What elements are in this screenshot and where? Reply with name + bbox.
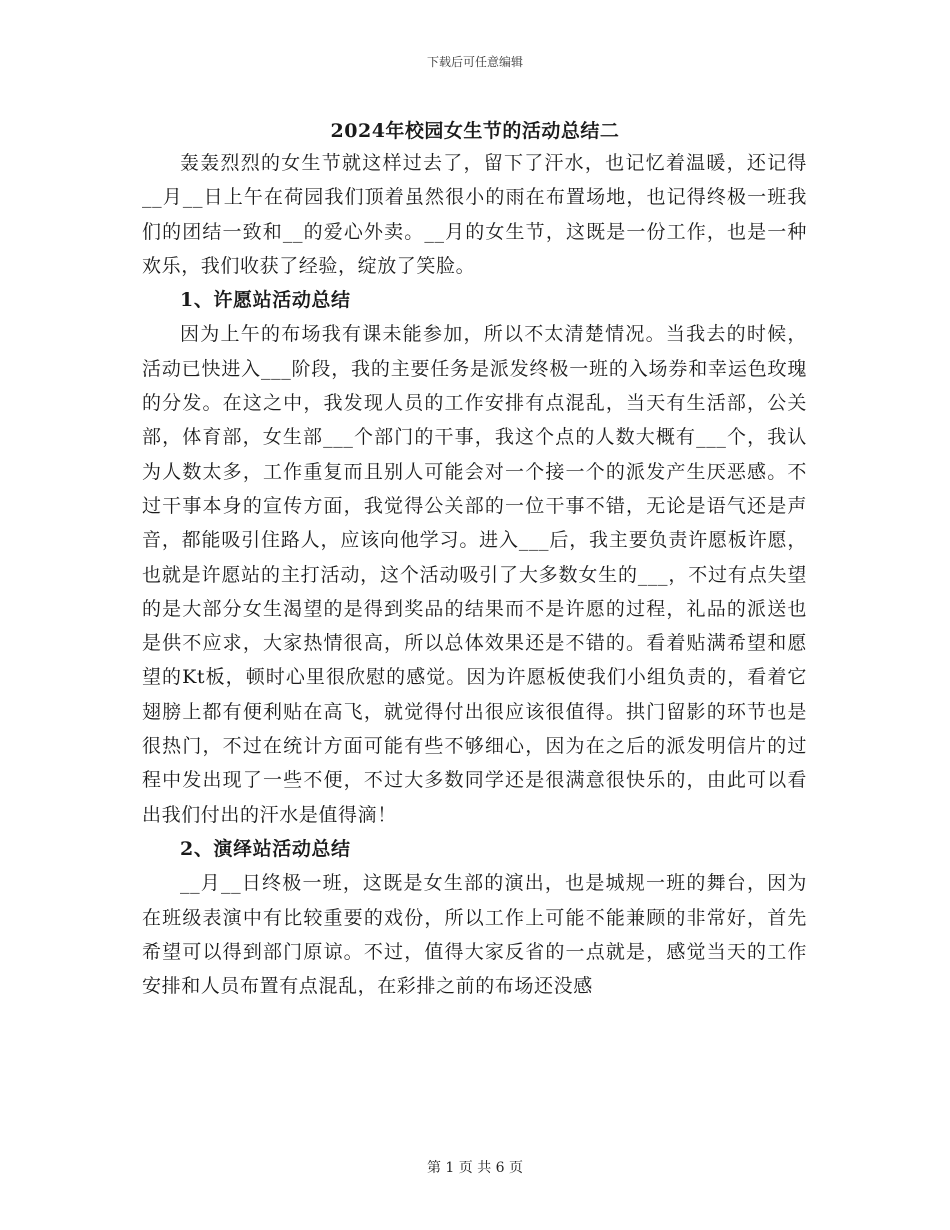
section-heading: 1、许愿站活动总结 [180, 289, 351, 312]
section-paragraph: __月__日终极一班，这既是女生部的演出，也是城规一班的舞台，因为在班级表演中有比较重要的戏份，所以工作上可能不能兼顾的非常好，首先希望可以得到部门原谅。不过，值得大家反省的一点就是，感觉当天的工作安排和人员布置有点混乱，在彩排之前的布场还没感 [142, 872, 807, 998]
document-body [142, 146, 807, 1003]
header-note: 下载后可任意编辑 [426, 55, 523, 69]
page-footer: 第 1 页 共 6 页 [426, 1160, 524, 1176]
section-paragraph: 因为上午的布场我有课未能参加，所以不太清楚情况。当我去的时候，活动已快进入___阶段，我的主要任务是派发终极一班的入场券和幸运色玫瑰的分发。在这之中，我发现人员的工作安排有点混乱，当天有生活部，公关部，体育部，女生部___个部门的干事，我这个点的人数大概有___个，我认为人数太多，工作重复而且别人可能会对一个接一个的派发产生厌恶感。不过干事本身的宣传方面，我觉得公关部的一位干事不错，无论是语气还是声音，都能吸引住路人，应该向他学习。进入___后，我主要负责许愿板许愿，也就是许愿站的主打活动，这个活动吸引了大多数女生的___，不过有点失望的是大部分女生渴望的是得到奖品的结果而不是许愿的过程，礼品的派送也是供不应求，大家热情很高，所以总体效果还是不错的。看着贴满希望和愿望的Kt板，顿时心里很欣慰的感觉。因为许愿板使我们小组负责的，看着它翅膀上都有便利贴在高飞，就觉得付出很应该很值得。拱门留影的环节也是很热门，不过在统计方面可能有些不够细心，因为在之后的派发明信片的过程中发出现了一些不便，不过大多数同学还是很满意很快乐的，由此可以看出我们付出的汗水是值得滴！ [142, 323, 807, 826]
section-heading: 2、演绎站活动总结 [180, 837, 351, 860]
intro-paragraph: 轰轰烈烈的女生节就这样过去了，留下了汗水，也记忆着温暖，还记得__月__日上午在荷园我们顶着虽然很小的雨在布置场地，也记得终极一班我们的团结一致和__的爱心外卖。__月的女生节，这既是一份工作，也是一种欢乐，我们收获了经验，绽放了笑脸。 [142, 152, 807, 277]
document-title: 2024年校园女生节的活动总结二 [330, 120, 620, 142]
